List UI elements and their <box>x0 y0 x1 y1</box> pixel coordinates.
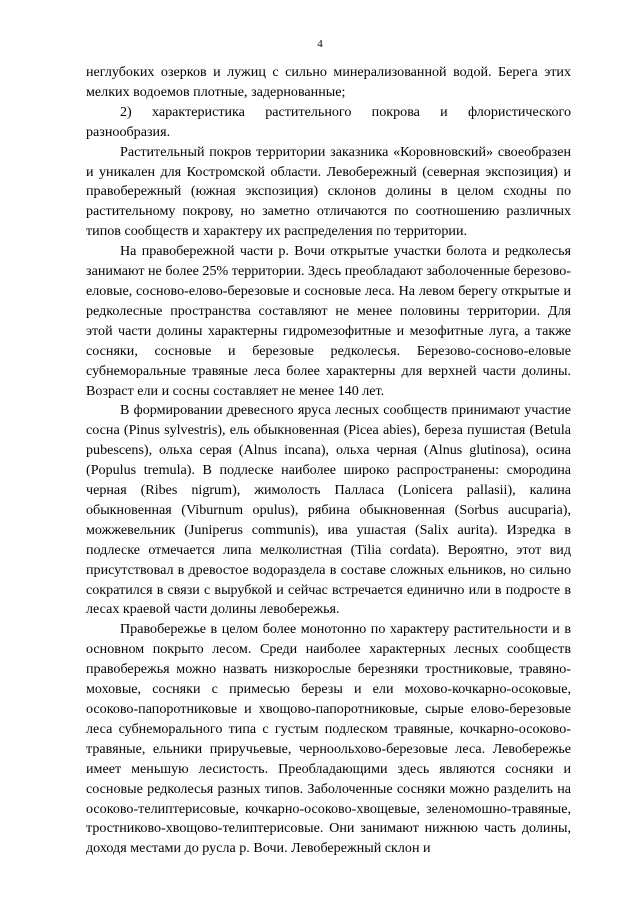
paragraph-vegetation-overview: Растительный покров территории заказника «Коровновский» своеобразен и уникален для Костромской области. Левобережный (северная экспозиция) и правобережный (южная экспозиция) склонов долины в целом сходны по растительному покрову, но заметно отличаются по соотношению различных типов сообществ и характеру их распределения по территории. <box>86 143 571 240</box>
paragraph-section-heading: 2) характеристика растительного покрова и флористического разнообразия. <box>86 103 571 140</box>
paragraph-lake-shores: неглубоких озерков и лужиц с сильно минерализованной водой. Берега этих мелких водоемов плотные, задернованные; <box>86 64 571 100</box>
paragraph-tree-layer: В формировании древесного яруса лесных сообществ принимают участие сосна (Pinus sylvestris), ель обыкновенная (Picea abies), береза пушистая (Betula pubescens), ольха серая (Alnus incana), ольха черная (Alnus glutinosa), осина (Populus tremula). В подлеске наиболее широко распространены: смородина черная (Ribes nigrum), жимолость Палласа (Lonicera pallasii), калина обыкновенная (Viburnum opulus), рябина обыкновенная (Sorbus aucuparia), можжевельник (Juniperus communis), ива ушастая (Salix aurita). Изредка в подлеске отмечается липа мелколистная (Tilia cordata). Вероятно, этот вид присутствовал в древостое водораздела в составе сложных ельников, но сильно сократился в связи с вырубкой и сейчас встречается единично или в подросте в лесах краевой части долины левобережья. <box>86 402 571 618</box>
page-number: 4 <box>317 38 323 50</box>
paragraph-right-bank-communities: Правобережье в целом более монотонно по характеру растительности и в основном покрыто лесом. Среди наиболее характерных лесных сообществ правобережья можно назвать низкорослые березняки тростниковые, травяно-моховые, сосняки с примесью березы и ели мохово-кочкарно-осоковые, осоково-папоротниковые и хвощово-папоротниковые, сырые елово-березовые леса субнеморального типа с густым подлеском травяные, кочкарно-осоково-травяные, ельники приручьевые, черноольхово-березовые леса. Левобережье имеет меньшую лесистость. Преобладающими здесь являются сосняки и сосновые редколесья разных типов. Заболоченные сосняки можно разделить на осоково-телиптерисовые, кочкарно-осоково-хвощевые, зеленомошно-травяные, тростниково-хвощово-телиптерисовые. Они занимают нижнюю часть долины, доходя местами до русла р. Вочи. Левобережный склон и <box>86 621 571 857</box>
document-body <box>86 63 571 859</box>
paragraph-right-bank: На правобережной части р. Вочи открытые участки болота и редколесья занимают не более 25% территории. Здесь преобладают заболоченные березово-еловые, сосново-елово-березовые и сосновые леса. На левом берегу открытые и редколесные пространства составляют не менее половины территории. Для этой части долины характерны гидромезофитные и мезофитные луга, а также сосняки, сосновые и березовые редколесья. Березово-сосново-еловые субнеморальные травяные леса более характерны для верхней части долины. Возраст ели и сосны составляет не менее 140 лет. <box>86 243 571 399</box>
